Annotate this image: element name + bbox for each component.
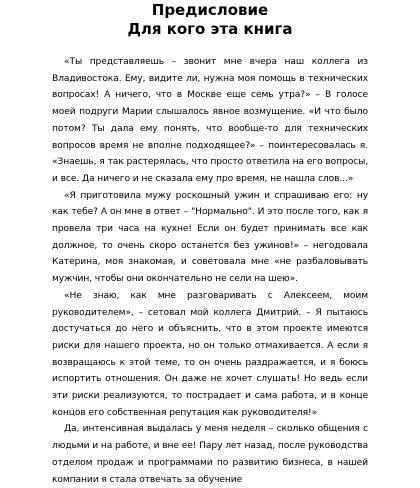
paragraph: «Я приготовила мужу роскошный ужин и спрашиваю его: ну как тебе? А он мне в ответ – "Нормально". И это после того, как я провела три часа на кухне! Если он будет принимать все как должное, то очень скоро останется без ужинов!» – негодовала Катерина, моя знакомая, и советовала мне «не разбаловывать мужчин, чтобы они окончательно не сели на шею». [52,190,368,285]
document-page [52,0,368,488]
body-text [52,54,368,488]
paragraph: «Не знаю, как мне разговаривать с Алексеем, моим руководителем», – сетовал мой коллега Дмитрий. – Я пытаюсь достучаться до него и объяснить, что в этом проекте имеются риски для нашего проекта, но он только отмахивается. А если я возвращаюсь к этой теме, то он очень раздражается, и я боюсь испортить отношения. Он даже не хочет слушать! Но ведь если эти риски реализуются, то пострадает и сама работа, и в конце концов его собственная репутация как руководителя!» [52,290,368,418]
preface-title: Предисловие [151,1,269,19]
chapter-title: Для кого эта книга [127,20,293,38]
paragraph: Да, интенсивная выдалась у меня неделя – сколько общения с людьми и на работе, и вне ее! Пару лет назад, после руководства отделом продаж и программами по развитию бизнеса, в нашей компании я стала отвечать за обучение [52,424,368,485]
paragraph: «Ты представляешь – звонит мне вчера наш коллега из Владивостока. Ему, видите ли, нужна моя помощь в технических вопросах! А ничего, что в Москве еще семь утра?» – В голосе моей подруги Марии слышалось явное возмущение. «И что было потом? Ты дала ему понять, что вообще-то для технических вопросов время не вполне подходящее?» – поинтересовалась я. «Знаешь, я так растерялась, что просто ответила на его вопросы, и все. Да ничего и не сказала ему про время, не нашла слов...» [52,57,368,184]
